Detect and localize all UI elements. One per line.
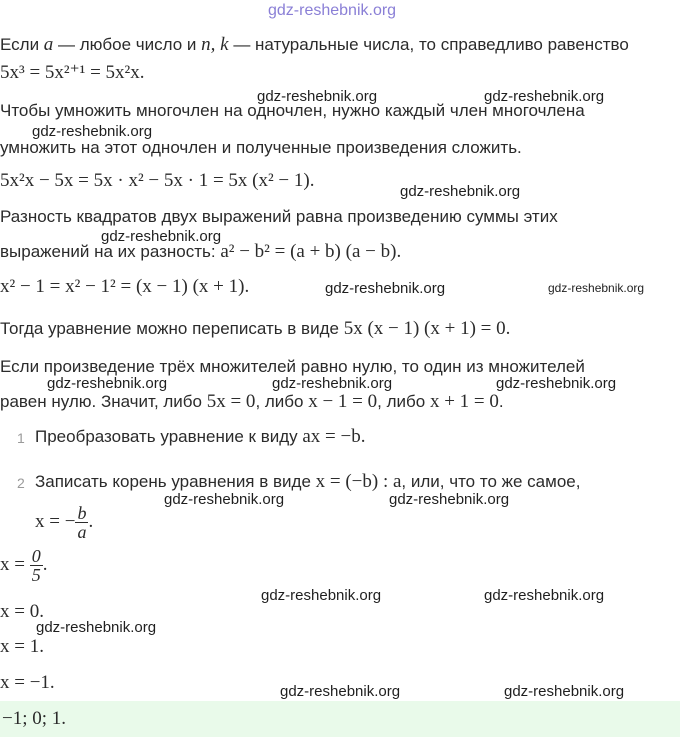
math-fragment: x =	[0, 554, 30, 575]
fraction-numerator: b	[77, 503, 87, 524]
watermark: gdz-reshebnik.org	[484, 88, 605, 105]
formula-3: a² − b² = (a + b) (a − b).	[220, 241, 402, 262]
text-fragment: равен нулю. Значит, либо	[0, 392, 207, 411]
fraction	[75, 504, 88, 541]
math-fragment: 5x = 0	[206, 391, 256, 412]
watermark: gdz-reshebnik.org	[261, 587, 382, 604]
solution-3: x = 1.	[0, 636, 44, 657]
math-fragment: x = (−b) : a	[315, 471, 402, 492]
math-fragment: .	[42, 554, 48, 575]
text-line-7: Если произведение трёх множителей равно нулю, то один из множителей	[0, 357, 585, 376]
watermark: gdz-reshebnik.org	[280, 683, 401, 700]
text-fragment: , либо	[377, 392, 430, 411]
text-fragment: Тогда уравнение можно переписать в виде	[0, 319, 344, 338]
fraction-numerator: 0	[31, 546, 41, 567]
formula-5: 5x (x − 1) (x + 1) = 0.	[343, 318, 511, 339]
text-fragment: , либо	[255, 392, 309, 411]
answer-band	[0, 701, 680, 737]
watermark: gdz-reshebnik.org	[504, 683, 625, 700]
watermark: gdz-reshebnik.org	[272, 375, 393, 392]
watermark: gdz-reshebnik.org	[36, 619, 157, 636]
fraction-denominator: 5	[31, 565, 41, 586]
step-2-text	[35, 471, 580, 493]
watermark-top: gdz-reshebnik.org	[268, 2, 397, 19]
watermark: gdz-reshebnik.org	[548, 281, 645, 295]
text-fragment: Преобразовать уравнение к виду	[35, 427, 303, 446]
watermark: gdz-reshebnik.org	[32, 123, 153, 140]
text-fragment: — натуральные числа, то справедливо равенство	[228, 35, 629, 54]
step-2-formula	[35, 502, 93, 542]
watermark: gdz-reshebnik.org	[484, 587, 605, 604]
watermark: gdz-reshebnik.org	[47, 375, 168, 392]
math-fragment: x + 1 = 0	[429, 391, 499, 412]
solution-4: x = −1.	[0, 672, 55, 693]
formula-2: 5x²x − 5x = 5x · x² − 5x · 1 = 5x (x² − 1).	[0, 170, 315, 191]
watermark: gdz-reshebnik.org	[496, 375, 617, 392]
text-line-4: Разность квадратов двух выражений равна произведению суммы этих	[0, 207, 558, 226]
text-line-8	[0, 391, 504, 413]
math-fragment: .	[88, 511, 94, 532]
text-fragment: выражений на их разность:	[0, 242, 221, 261]
math-fragment: ax = −b.	[302, 426, 366, 447]
text-line-3: умножить на этот одночлен и полученные произведения сложить.	[0, 138, 522, 157]
text-line-2: Чтобы умножить многочлен на одночлен, нужно каждый член многочлена	[0, 101, 585, 120]
step-number: 2	[17, 475, 25, 491]
formula-4: x² − 1 = x² − 1² = (x − 1) (x + 1).	[0, 276, 250, 297]
math-var: a	[43, 34, 54, 55]
watermark: gdz-reshebnik.org	[101, 228, 222, 245]
math-var: n, k	[201, 34, 229, 55]
text-fragment: , или, что то же самое,	[401, 472, 581, 491]
fraction-denominator: a	[77, 522, 87, 543]
text-line-6	[0, 318, 510, 340]
fraction	[30, 547, 43, 584]
text-line-1	[0, 34, 629, 56]
watermark: gdz-reshebnik.org	[325, 280, 446, 297]
solution-1	[0, 543, 47, 587]
text-fragment: Записать корень уравнения в виде	[35, 472, 316, 491]
text-fragment: Если	[0, 35, 44, 54]
text-fragment: .	[498, 392, 504, 411]
step-1-text	[35, 426, 366, 448]
formula-1: 5x³ = 5x²⁺¹ = 5x²x.	[0, 62, 145, 83]
step-number: 1	[17, 430, 25, 446]
text-fragment: — любое число и	[53, 35, 202, 54]
watermark: gdz-reshebnik.org	[400, 183, 521, 200]
answer: −1; 0; 1.	[2, 708, 67, 729]
watermark: gdz-reshebnik.org	[164, 491, 285, 508]
watermark: gdz-reshebnik.org	[257, 88, 378, 105]
math-fragment: x = −	[35, 511, 76, 532]
math-fragment: x − 1 = 0	[308, 391, 378, 412]
solution-2: x = 0.	[0, 601, 44, 622]
watermark: gdz-reshebnik.org	[389, 491, 510, 508]
